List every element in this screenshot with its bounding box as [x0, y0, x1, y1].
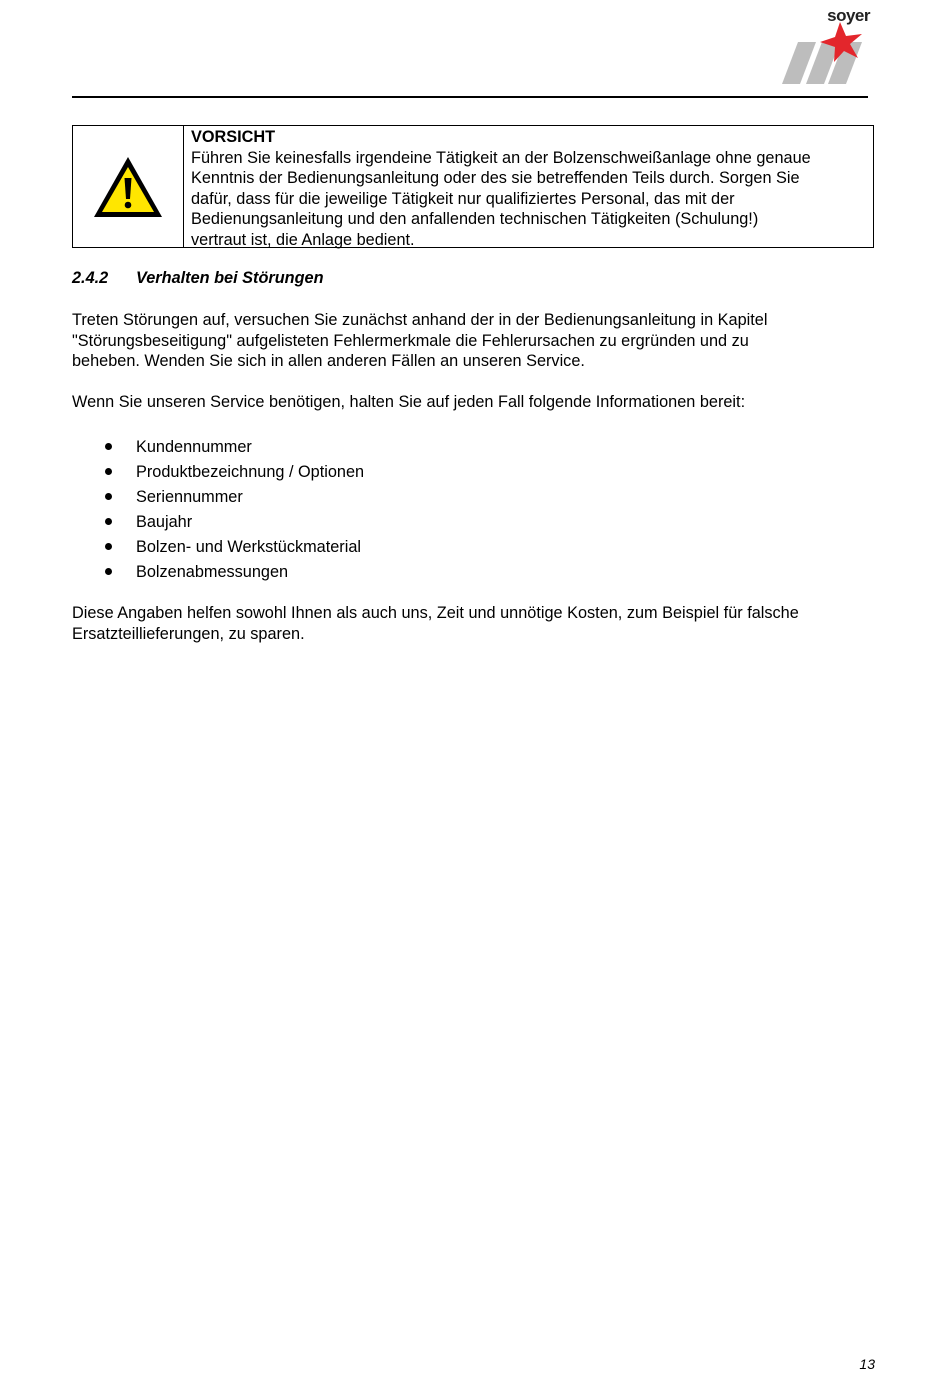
- paragraph-line: Treten Störungen auf, versuchen Sie zunächst anhand der in der Bedienungsanleitung in Kapitel: [72, 311, 768, 329]
- bullet-icon: [105, 568, 112, 575]
- intro-paragraph: [72, 310, 872, 372]
- bullet-icon: [105, 468, 112, 475]
- paragraph-line: Diese Angaben helfen sowohl Ihnen als auch uns, Zeit und unnötige Kosten, zum Beispiel für falsche: [72, 604, 799, 622]
- list-item-label: Bolzenabmessungen: [136, 563, 289, 581]
- bullet-icon: [105, 493, 112, 500]
- list-item: [72, 561, 364, 586]
- info-list: [72, 436, 364, 586]
- closing-paragraph: [72, 603, 872, 644]
- list-item-label: Bolzen- und Werkstückmaterial: [136, 538, 362, 556]
- warning-triangle-icon: [91, 154, 165, 220]
- list-item-label: Kundennummer: [136, 438, 252, 456]
- section-title: Verhalten bei Störungen: [136, 269, 324, 287]
- paragraph-line: "Störungsbeseitigung" aufgelisteten Fehlermerkmale die Fehlerursachen zu ergründen und zu: [72, 331, 749, 350]
- brand-name: soyer: [827, 6, 870, 25]
- warning-line: Führen Sie keinesfalls irgendeine Tätigkeit an der Bolzenschweißanlage ohne genaue: [191, 148, 811, 167]
- page-number: 13: [859, 1356, 875, 1372]
- bullet-icon: [105, 543, 112, 550]
- brand-logo: [782, 6, 878, 86]
- warning-line: vertraut ist, die Anlage bedient.: [191, 230, 415, 249]
- header-divider: [72, 96, 868, 98]
- warning-title: VORSICHT: [191, 128, 276, 146]
- list-item: [72, 486, 364, 511]
- warning-icon-cell: [73, 126, 184, 247]
- warning-line: Kenntnis der Bedienungsanleitung oder des sie betreffenden Teils durch. Sorgen Sie: [191, 169, 800, 188]
- section-number: 2.4.2: [72, 269, 109, 287]
- bullet-icon: [105, 443, 112, 450]
- list-item-label: Baujahr: [136, 513, 193, 531]
- service-paragraph: Wenn Sie unseren Service benötigen, halten Sie auf jeden Fall folgende Informationen bereit:: [72, 393, 746, 411]
- list-item-label: Produktbezeichnung / Optionen: [136, 463, 365, 481]
- list-item: [72, 436, 364, 461]
- list-item-label: Seriennummer: [136, 488, 243, 506]
- section-heading: [72, 269, 324, 288]
- warning-line: dafür, dass für die jeweilige Tätigkeit nur qualifiziertes Personal, das mit der: [191, 189, 735, 208]
- list-item: [72, 536, 364, 561]
- warning-notice: [72, 125, 874, 248]
- paragraph-line: beheben. Wenden Sie sich in allen anderen Fällen an unseren Service.: [72, 352, 585, 371]
- list-item: [72, 511, 364, 536]
- warning-text: [184, 126, 873, 247]
- paragraph-line: Ersatzteillieferungen, zu sparen.: [72, 624, 305, 643]
- bullet-icon: [105, 518, 112, 525]
- list-item: [72, 461, 364, 486]
- star-stripes-icon: [782, 6, 878, 86]
- warning-line: Bedienungsanleitung und den anfallenden technischen Tätigkeiten (Schulung!): [191, 210, 759, 229]
